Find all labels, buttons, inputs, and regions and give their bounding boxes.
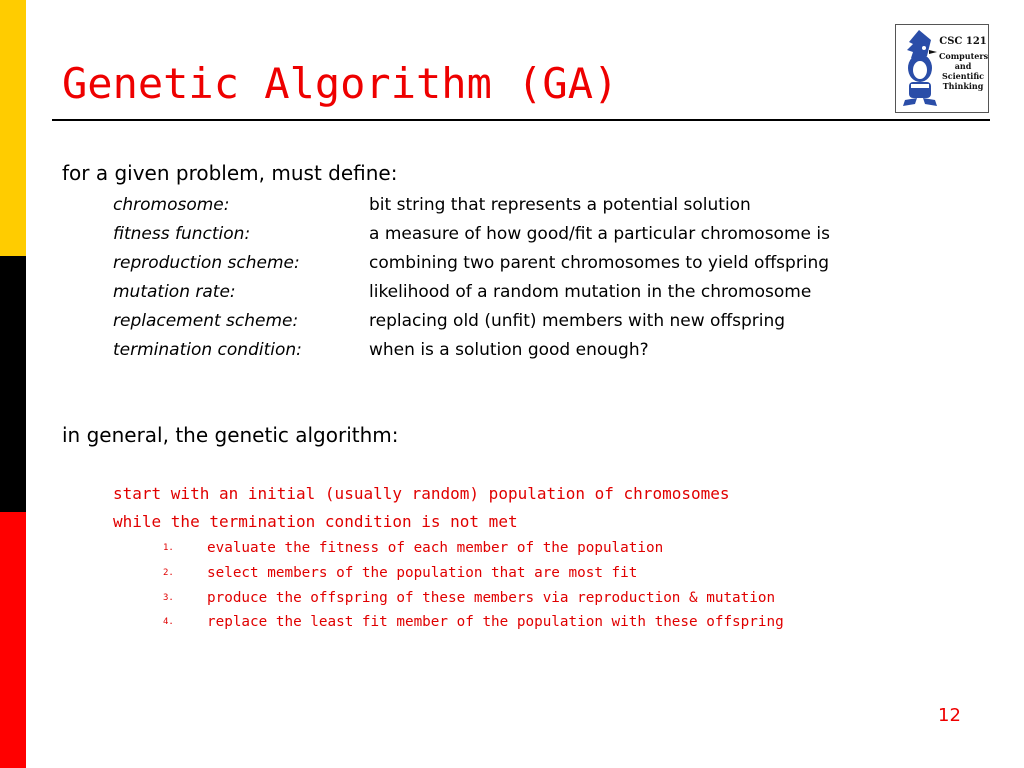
step-number: 1.	[163, 543, 174, 554]
definition-description: when is a solution good enough?	[369, 339, 649, 360]
definition-row	[113, 277, 830, 306]
definition-row	[113, 335, 830, 364]
course-logo	[895, 24, 989, 113]
algorithm-steps	[163, 536, 784, 635]
definition-row	[113, 248, 830, 277]
algorithm-step	[163, 585, 784, 610]
logo-text	[939, 35, 987, 91]
algorithm-step	[163, 561, 784, 586]
algorithm-loop-line: while the termination condition is not met	[113, 512, 518, 531]
title-divider	[52, 119, 990, 121]
logo-subtitle: Computers and Scientific Thinking	[939, 51, 989, 91]
definition-row	[113, 306, 830, 335]
definition-description: bit string that represents a potential solution	[369, 194, 751, 215]
step-text: replace the least fit member of the population with these offspring	[207, 614, 784, 631]
definition-description: a measure of how good/fit a particular chromosome is	[369, 223, 830, 244]
definition-description: replacing old (unfit) members with new offspring	[369, 310, 786, 331]
step-text: produce the offspring of these members via reproduction & mutation	[207, 589, 776, 606]
algorithm-pseudocode	[113, 480, 730, 536]
accent-bar-yellow	[0, 0, 26, 256]
definition-term: replacement scheme:	[113, 310, 299, 331]
definition-term: fitness function:	[113, 223, 251, 244]
step-text: evaluate the fitness of each member of the population	[207, 540, 664, 557]
page-number: 12	[938, 705, 961, 726]
step-text: select members of the population that are most fit	[207, 565, 638, 582]
definition-description: combining two parent chromosomes to yield offspring	[369, 252, 830, 273]
step-number: 2.	[163, 568, 174, 579]
algorithm-step	[163, 610, 784, 635]
logo-course: CSC 121	[939, 36, 987, 47]
step-number: 3.	[163, 592, 174, 603]
slide-title: Genetic Algorithm (GA)	[62, 59, 619, 108]
definition-description: likelihood of a random mutation in the chromosome	[369, 281, 812, 302]
algorithm-step	[163, 536, 784, 561]
accent-bar-black	[0, 256, 26, 512]
definition-term: termination condition:	[113, 339, 302, 360]
algorithm-intro: in general, the genetic algorithm:	[62, 423, 399, 447]
definition-row	[113, 219, 830, 248]
algorithm-start-line: start with an initial (usually random) population of chromosomes	[113, 484, 730, 503]
definitions-list	[113, 190, 830, 364]
blue-jay-mascot-icon	[899, 28, 939, 110]
definition-term: reproduction scheme:	[113, 252, 300, 273]
definition-term: mutation rate:	[113, 281, 236, 302]
definition-row	[113, 190, 830, 219]
definition-term: chromosome:	[113, 194, 230, 215]
definitions-intro: for a given problem, must define:	[62, 161, 398, 185]
accent-bar-red	[0, 512, 26, 768]
step-number: 4.	[163, 617, 174, 628]
